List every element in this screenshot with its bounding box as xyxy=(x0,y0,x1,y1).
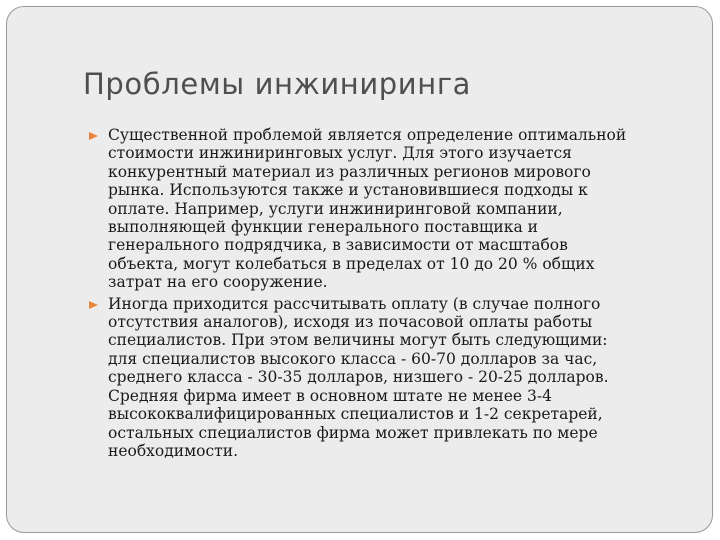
bullet-text-line: высококвалифицированных специалистов и 1-2 секретарей, xyxy=(108,405,603,424)
bullet-text-line: конкурентный материал из различных регионов мирового xyxy=(108,162,591,181)
bullet-text-line: для специалистов высокого класса - 60-70 долларов за час, xyxy=(108,349,598,368)
bullet-text-line: генерального подрядчика, в зависимости от масштабов xyxy=(108,236,568,255)
bullet-text-line: специалистов. При этом величины могут быть следующими: xyxy=(108,331,608,350)
bullet-text-line: стоимости инжиниринговых услуг. Для этого изучается xyxy=(108,144,572,163)
bullet-arrow-icon xyxy=(89,132,98,140)
bullet-text-line: необходимости. xyxy=(108,441,239,460)
bullet-list xyxy=(86,126,696,463)
bullet-text-line: отсутствия аналогов), исходя из почасовой оплаты работы xyxy=(108,313,593,332)
bullet-text-line: объекта, могут колебаться в пределах от 10 до 20 % общих xyxy=(108,254,595,273)
bullet-text-line: остальных специалистов фирма может привлекать по мере xyxy=(108,423,598,442)
slide xyxy=(6,6,713,533)
bullet-text-line: Существенной проблемой является определение оптимальной xyxy=(108,126,627,144)
bullet-text-line: Средняя фирма имеет в основном штате не менее 3-4 xyxy=(108,386,552,405)
bullet-arrow-icon xyxy=(89,301,98,309)
bullet-text-line: рынка. Используются также и установившиеся подходы к xyxy=(108,181,588,200)
bullet-text-line: затрат на его сооружение. xyxy=(108,273,328,292)
bullet-text-line: Иногда приходится рассчитывать оплату (в случае полного xyxy=(108,294,601,313)
bullet-item xyxy=(86,126,696,292)
slide-title: Проблемы инжиниринга xyxy=(83,67,472,101)
bullet-text-line: оплате. Например, услуги инжиниринговой компании, xyxy=(108,199,563,218)
bullet-item xyxy=(86,295,696,461)
bullet-text-line: среднего класса - 30-35 долларов, низшего - 20-25 долларов. xyxy=(108,368,609,387)
bullet-text-line: выполняющей функции генерального поставщика и xyxy=(108,218,538,237)
